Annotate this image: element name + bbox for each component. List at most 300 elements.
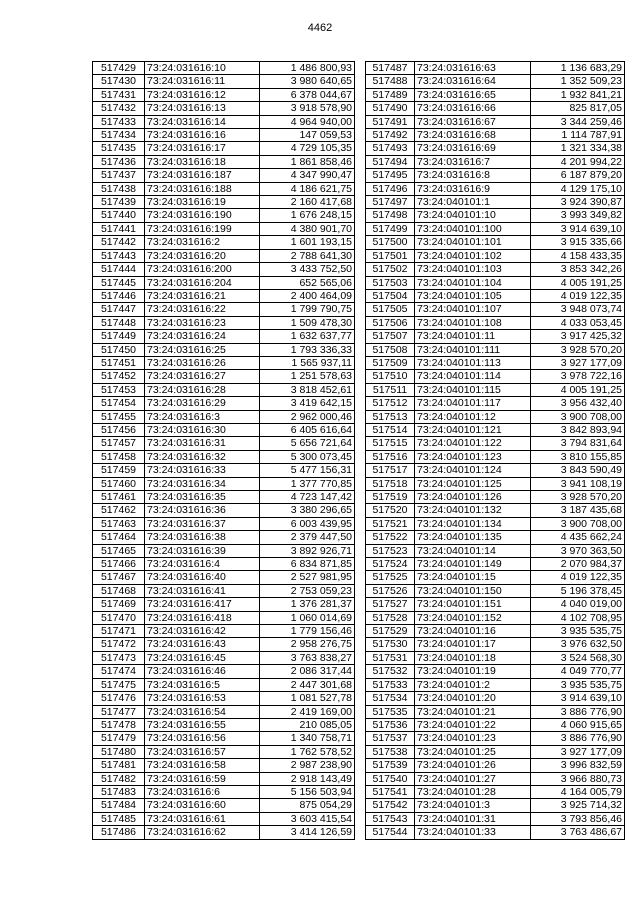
table-row <box>366 330 625 343</box>
row-number-cell: 517494 <box>366 155 415 168</box>
cadastral-number-cell: 73:24:031616:187 <box>145 169 260 182</box>
table-row <box>93 611 355 624</box>
row-number-cell: 517456 <box>93 423 145 436</box>
row-number-cell: 517458 <box>93 450 145 463</box>
value-cell: 3 956 432,40 <box>531 397 625 410</box>
value-cell: 3 433 752,50 <box>260 263 355 276</box>
cadastral-number-cell: 73:24:031616:8 <box>415 169 531 182</box>
cadastral-number-cell: 73:24:031616:418 <box>145 611 260 624</box>
cadastral-number-cell: 73:24:031616:20 <box>145 249 260 262</box>
value-cell: 875 054,29 <box>260 799 355 812</box>
cadastral-number-cell: 73:24:031616:67 <box>415 115 531 128</box>
value-cell: 3 966 880,73 <box>531 772 625 785</box>
row-number-cell: 517484 <box>93 799 145 812</box>
row-number-cell: 517512 <box>366 397 415 410</box>
cadastral-number-cell: 73:24:031616:18 <box>145 155 260 168</box>
table-row <box>366 236 625 249</box>
row-number-cell: 517439 <box>93 196 145 209</box>
cadastral-number-cell: 73:24:031616:14 <box>145 115 260 128</box>
row-number-cell: 517501 <box>366 249 415 262</box>
value-cell: 3 996 832,59 <box>531 759 625 772</box>
row-number-cell: 517450 <box>93 343 145 356</box>
value-cell: 4 347 990,47 <box>260 169 355 182</box>
value-cell: 4 964 940,00 <box>260 115 355 128</box>
cadastral-number-cell: 73:24:031616:23 <box>145 316 260 329</box>
table-row <box>93 276 355 289</box>
cadastral-number-cell: 73:24:040101:122 <box>415 437 531 450</box>
cadastral-number-cell: 73:24:040101:12 <box>415 410 531 423</box>
table-row <box>93 678 355 691</box>
value-cell: 2 958 276,75 <box>260 638 355 651</box>
table-row <box>366 611 625 624</box>
row-number-cell: 517492 <box>366 129 415 142</box>
cadastral-number-cell: 73:24:040101:33 <box>415 826 531 839</box>
row-number-cell: 517469 <box>93 598 145 611</box>
cadastral-number-cell: 73:24:031616:57 <box>145 745 260 758</box>
row-number-cell: 517477 <box>93 705 145 718</box>
row-number-cell: 517490 <box>366 102 415 115</box>
row-number-cell: 517481 <box>93 759 145 772</box>
table-row <box>366 625 625 638</box>
table-row <box>366 155 625 168</box>
value-cell: 3 935 535,75 <box>531 625 625 638</box>
cadastral-number-cell: 73:24:031616:12 <box>145 88 260 101</box>
value-cell: 3 763 838,27 <box>260 651 355 664</box>
value-cell: 3 914 639,10 <box>531 692 625 705</box>
row-number-cell: 517486 <box>93 826 145 839</box>
table-row <box>366 169 625 182</box>
row-number-cell: 517497 <box>366 196 415 209</box>
row-number-cell: 517531 <box>366 651 415 664</box>
value-cell: 3 925 714,32 <box>531 799 625 812</box>
value-cell: 1 377 770,85 <box>260 477 355 490</box>
row-number-cell: 517463 <box>93 517 145 530</box>
row-number-cell: 517464 <box>93 531 145 544</box>
table-row <box>93 222 355 235</box>
table-row <box>366 423 625 436</box>
row-number-cell: 517457 <box>93 437 145 450</box>
table-row <box>93 169 355 182</box>
row-number-cell: 517432 <box>93 102 145 115</box>
value-cell: 1 793 336,33 <box>260 343 355 356</box>
row-number-cell: 517478 <box>93 718 145 731</box>
value-cell: 3 927 177,09 <box>531 356 625 369</box>
table-row <box>93 410 355 423</box>
value-cell: 2 070 984,37 <box>531 558 625 571</box>
value-cell: 2 086 317,44 <box>260 665 355 678</box>
table-row <box>93 732 355 745</box>
table-row <box>93 491 355 504</box>
row-number-cell: 517526 <box>366 584 415 597</box>
table-row <box>366 718 625 731</box>
table-row <box>366 410 625 423</box>
table-row <box>366 142 625 155</box>
cadastral-number-cell: 73:24:031616:417 <box>145 598 260 611</box>
table-row <box>93 705 355 718</box>
table-row <box>93 423 355 436</box>
value-cell: 3 970 363,50 <box>531 544 625 557</box>
cadastral-number-cell: 73:24:040101:28 <box>415 785 531 798</box>
cadastral-number-cell: 73:24:040101:111 <box>415 343 531 356</box>
row-number-cell: 517482 <box>93 772 145 785</box>
row-number-cell: 517452 <box>93 370 145 383</box>
cadastral-number-cell: 73:24:040101:151 <box>415 598 531 611</box>
table-row <box>93 370 355 383</box>
cadastral-number-cell: 73:24:031616:7 <box>415 155 531 168</box>
value-cell: 5 156 503,94 <box>260 785 355 798</box>
cadastral-number-cell: 73:24:040101:10 <box>415 209 531 222</box>
row-number-cell: 517449 <box>93 330 145 343</box>
table-row <box>366 745 625 758</box>
row-number-cell: 517496 <box>366 182 415 195</box>
cadastral-number-cell: 73:24:040101:132 <box>415 504 531 517</box>
cadastral-number-cell: 73:24:031616:38 <box>145 531 260 544</box>
value-cell: 3 935 535,75 <box>531 678 625 691</box>
table-row <box>366 75 625 88</box>
row-number-cell: 517489 <box>366 88 415 101</box>
table-row <box>366 785 625 798</box>
cadastral-number-cell: 73:24:031616:17 <box>145 142 260 155</box>
cadastral-number-cell: 73:24:040101:152 <box>415 611 531 624</box>
table-row <box>366 544 625 557</box>
row-number-cell: 517540 <box>366 772 415 785</box>
row-number-cell: 517467 <box>93 571 145 584</box>
value-cell: 1 799 790,75 <box>260 303 355 316</box>
row-number-cell: 517520 <box>366 504 415 517</box>
cadastral-number-cell: 73:24:040101:121 <box>415 423 531 436</box>
value-cell: 1 081 527,78 <box>260 692 355 705</box>
cadastral-number-cell: 73:24:031616:39 <box>145 544 260 557</box>
value-cell: 5 656 721,64 <box>260 437 355 450</box>
row-number-cell: 517509 <box>366 356 415 369</box>
value-cell: 1 352 509,23 <box>531 75 625 88</box>
row-number-cell: 517511 <box>366 383 415 396</box>
cadastral-number-cell: 73:24:040101:1 <box>415 196 531 209</box>
row-number-cell: 517433 <box>93 115 145 128</box>
table-row <box>366 303 625 316</box>
row-number-cell: 517430 <box>93 75 145 88</box>
cadastral-number-cell: 73:24:031616:37 <box>145 517 260 530</box>
value-cell: 1 114 787,91 <box>531 129 625 142</box>
cadastral-number-cell: 73:24:031616:36 <box>145 504 260 517</box>
row-number-cell: 517504 <box>366 289 415 302</box>
row-number-cell: 517476 <box>93 692 145 705</box>
value-cell: 6 834 871,85 <box>260 558 355 571</box>
row-number-cell: 517475 <box>93 678 145 691</box>
table-row <box>366 88 625 101</box>
table-row <box>93 88 355 101</box>
table-row <box>93 303 355 316</box>
row-number-cell: 517510 <box>366 370 415 383</box>
value-cell: 2 987 238,90 <box>260 759 355 772</box>
value-cell: 6 405 616,64 <box>260 423 355 436</box>
value-cell: 3 892 926,71 <box>260 544 355 557</box>
cadastral-number-cell: 73:24:040101:23 <box>415 732 531 745</box>
cadastral-number-cell: 73:24:031616:68 <box>415 129 531 142</box>
table-row <box>93 209 355 222</box>
value-cell: 2 400 464,09 <box>260 289 355 302</box>
table-row <box>93 236 355 249</box>
cadastral-number-cell: 73:24:040101:108 <box>415 316 531 329</box>
value-cell: 6 187 879,20 <box>531 169 625 182</box>
value-cell: 1 861 858,46 <box>260 155 355 168</box>
cadastral-number-cell: 73:24:031616:32 <box>145 450 260 463</box>
table-row <box>366 584 625 597</box>
table-row <box>93 745 355 758</box>
cadastral-number-cell: 73:24:040101:19 <box>415 665 531 678</box>
value-cell: 3 927 177,09 <box>531 745 625 758</box>
table-row <box>93 826 355 839</box>
table-row <box>93 517 355 530</box>
cadastral-number-cell: 73:24:031616:6 <box>145 785 260 798</box>
row-number-cell: 517543 <box>366 812 415 825</box>
cadastral-number-cell: 73:24:031616:2 <box>145 236 260 249</box>
value-cell: 3 414 126,59 <box>260 826 355 839</box>
value-cell: 6 378 044,67 <box>260 88 355 101</box>
cadastral-number-cell: 73:24:040101:114 <box>415 370 531 383</box>
table-row <box>366 571 625 584</box>
value-cell: 3 978 722,16 <box>531 370 625 383</box>
row-number-cell: 517466 <box>93 558 145 571</box>
cadastral-number-cell: 73:24:040101:18 <box>415 651 531 664</box>
cadastral-number-cell: 73:24:040101:2 <box>415 678 531 691</box>
table-body-left <box>93 62 355 840</box>
table-row <box>366 491 625 504</box>
table-row <box>93 477 355 490</box>
cadastral-number-cell: 73:24:031616:11 <box>145 75 260 88</box>
row-number-cell: 517479 <box>93 732 145 745</box>
cadastral-number-cell: 73:24:031616:41 <box>145 584 260 597</box>
value-cell: 3 948 073,74 <box>531 303 625 316</box>
cadastral-number-cell: 73:24:040101:124 <box>415 464 531 477</box>
row-number-cell: 517485 <box>93 812 145 825</box>
value-cell: 210 085,05 <box>260 718 355 731</box>
cadastral-number-cell: 73:24:031616:54 <box>145 705 260 718</box>
value-cell: 5 196 378,45 <box>531 584 625 597</box>
table-body-right <box>366 62 625 840</box>
cadastral-number-cell: 73:24:031616:200 <box>145 263 260 276</box>
cadastral-number-cell: 73:24:040101:117 <box>415 397 531 410</box>
value-cell: 825 817,05 <box>531 102 625 115</box>
table-row <box>366 812 625 825</box>
table-row <box>93 383 355 396</box>
table-row <box>366 598 625 611</box>
value-cell: 2 379 447,50 <box>260 531 355 544</box>
cadastral-number-cell: 73:24:031616:43 <box>145 638 260 651</box>
cadastral-number-cell: 73:24:031616:45 <box>145 651 260 664</box>
table-row <box>366 826 625 839</box>
cadastral-number-cell: 73:24:031616:3 <box>145 410 260 423</box>
cadastral-number-cell: 73:24:031616:62 <box>145 826 260 839</box>
table-row <box>93 785 355 798</box>
table-row <box>366 665 625 678</box>
value-cell: 1 340 758,71 <box>260 732 355 745</box>
row-number-cell: 517499 <box>366 222 415 235</box>
cadastral-table-right <box>365 61 625 840</box>
cadastral-number-cell: 73:24:040101:149 <box>415 558 531 571</box>
cadastral-number-cell: 73:24:031616:53 <box>145 692 260 705</box>
row-number-cell: 517539 <box>366 759 415 772</box>
table-row <box>93 638 355 651</box>
cadastral-number-cell: 73:24:031616:64 <box>415 75 531 88</box>
value-cell: 3 380 296,65 <box>260 504 355 517</box>
cadastral-number-cell: 73:24:040101:126 <box>415 491 531 504</box>
value-cell: 3 818 452,61 <box>260 383 355 396</box>
table-row <box>366 504 625 517</box>
row-number-cell: 517465 <box>93 544 145 557</box>
cadastral-number-cell: 73:24:040101:31 <box>415 812 531 825</box>
cadastral-number-cell: 73:24:031616:69 <box>415 142 531 155</box>
row-number-cell: 517513 <box>366 410 415 423</box>
value-cell: 4 033 053,45 <box>531 316 625 329</box>
row-number-cell: 517474 <box>93 665 145 678</box>
table-row <box>93 343 355 356</box>
row-number-cell: 517532 <box>366 665 415 678</box>
value-cell: 3 980 640,65 <box>260 75 355 88</box>
table-row <box>93 598 355 611</box>
cadastral-number-cell: 73:24:031616:65 <box>415 88 531 101</box>
value-cell: 1 932 841,21 <box>531 88 625 101</box>
row-number-cell: 517534 <box>366 692 415 705</box>
value-cell: 3 914 639,10 <box>531 222 625 235</box>
table-row <box>93 115 355 128</box>
row-number-cell: 517493 <box>366 142 415 155</box>
row-number-cell: 517473 <box>93 651 145 664</box>
cadastral-number-cell: 73:24:040101:15 <box>415 571 531 584</box>
row-number-cell: 517528 <box>366 611 415 624</box>
cadastral-number-cell: 73:24:031616:59 <box>145 772 260 785</box>
table-row <box>366 129 625 142</box>
table-row <box>93 316 355 329</box>
value-cell: 1 509 478,30 <box>260 316 355 329</box>
value-cell: 6 003 439,95 <box>260 517 355 530</box>
cadastral-number-cell: 73:24:031616:199 <box>145 222 260 235</box>
row-number-cell: 517521 <box>366 517 415 530</box>
value-cell: 1 251 578,63 <box>260 370 355 383</box>
row-number-cell: 517495 <box>366 169 415 182</box>
cadastral-number-cell: 73:24:031616:31 <box>145 437 260 450</box>
value-cell: 4 060 915,65 <box>531 718 625 731</box>
cadastral-number-cell: 73:24:031616:61 <box>145 812 260 825</box>
row-number-cell: 517503 <box>366 276 415 289</box>
value-cell: 3 917 425,32 <box>531 330 625 343</box>
table-row <box>93 155 355 168</box>
table-row <box>93 263 355 276</box>
row-number-cell: 517454 <box>93 397 145 410</box>
cadastral-number-cell: 73:24:040101:17 <box>415 638 531 651</box>
cadastral-number-cell: 73:24:031616:55 <box>145 718 260 731</box>
value-cell: 4 729 105,35 <box>260 142 355 155</box>
row-number-cell: 517471 <box>93 625 145 638</box>
value-cell: 3 843 590,49 <box>531 464 625 477</box>
row-number-cell: 517435 <box>93 142 145 155</box>
value-cell: 1 376 281,37 <box>260 598 355 611</box>
table-row <box>366 799 625 812</box>
row-number-cell: 517523 <box>366 544 415 557</box>
value-cell: 3 853 342,26 <box>531 263 625 276</box>
table-row <box>93 544 355 557</box>
row-number-cell: 517431 <box>93 88 145 101</box>
row-number-cell: 517538 <box>366 745 415 758</box>
table-row <box>93 665 355 678</box>
cadastral-number-cell: 73:24:040101:16 <box>415 625 531 638</box>
row-number-cell: 517442 <box>93 236 145 249</box>
cadastral-number-cell: 73:24:031616:4 <box>145 558 260 571</box>
value-cell: 3 344 259,46 <box>531 115 625 128</box>
value-cell: 1 762 578,52 <box>260 745 355 758</box>
value-cell: 4 019 122,35 <box>531 289 625 302</box>
cadastral-number-cell: 73:24:031616:63 <box>415 62 531 75</box>
value-cell: 1 565 937,11 <box>260 356 355 369</box>
row-number-cell: 517519 <box>366 491 415 504</box>
table-row <box>93 356 355 369</box>
row-number-cell: 517448 <box>93 316 145 329</box>
value-cell: 4 158 433,35 <box>531 249 625 262</box>
value-cell: 3 810 155,85 <box>531 450 625 463</box>
cadastral-number-cell: 73:24:031616:13 <box>145 102 260 115</box>
value-cell: 3 419 642,15 <box>260 397 355 410</box>
cadastral-number-cell: 73:24:040101:135 <box>415 531 531 544</box>
row-number-cell: 517530 <box>366 638 415 651</box>
table-row <box>366 464 625 477</box>
cadastral-number-cell: 73:24:031616:16 <box>145 129 260 142</box>
row-number-cell: 517459 <box>93 464 145 477</box>
cadastral-number-cell: 73:24:040101:14 <box>415 544 531 557</box>
table-row <box>93 584 355 597</box>
row-number-cell: 517529 <box>366 625 415 638</box>
row-number-cell: 517446 <box>93 289 145 302</box>
table-row <box>93 799 355 812</box>
cadastral-number-cell: 73:24:040101:20 <box>415 692 531 705</box>
cadastral-number-cell: 73:24:031616:22 <box>145 303 260 316</box>
table-row <box>366 196 625 209</box>
cadastral-number-cell: 73:24:031616:58 <box>145 759 260 772</box>
row-number-cell: 517455 <box>93 410 145 423</box>
cadastral-number-cell: 73:24:031616:35 <box>145 491 260 504</box>
page-number: 4462 <box>307 22 333 34</box>
value-cell: 1 601 193,15 <box>260 236 355 249</box>
value-cell: 2 962 000,46 <box>260 410 355 423</box>
table-row <box>93 397 355 410</box>
value-cell: 4 005 191,25 <box>531 383 625 396</box>
value-cell: 3 900 708,00 <box>531 517 625 530</box>
table-row <box>366 558 625 571</box>
cadastral-number-cell: 73:24:040101:27 <box>415 772 531 785</box>
row-number-cell: 517505 <box>366 303 415 316</box>
value-cell: 3 928 570,20 <box>531 343 625 356</box>
value-cell: 3 763 486,67 <box>531 826 625 839</box>
cadastral-number-cell: 73:24:031616:27 <box>145 370 260 383</box>
row-number-cell: 517461 <box>93 491 145 504</box>
table-row <box>93 437 355 450</box>
row-number-cell: 517468 <box>93 584 145 597</box>
row-number-cell: 517483 <box>93 785 145 798</box>
table-row <box>93 651 355 664</box>
cadastral-number-cell: 73:24:040101:113 <box>415 356 531 369</box>
value-cell: 2 527 981,95 <box>260 571 355 584</box>
cadastral-number-cell: 73:24:040101:103 <box>415 263 531 276</box>
row-number-cell: 517527 <box>366 598 415 611</box>
cadastral-number-cell: 73:24:040101:3 <box>415 799 531 812</box>
cadastral-number-cell: 73:24:031616:24 <box>145 330 260 343</box>
table-row <box>93 718 355 731</box>
row-number-cell: 517514 <box>366 423 415 436</box>
table-row <box>93 249 355 262</box>
cadastral-number-cell: 73:24:031616:19 <box>145 196 260 209</box>
row-number-cell: 517480 <box>93 745 145 758</box>
cadastral-number-cell: 73:24:031616:5 <box>145 678 260 691</box>
value-cell: 5 477 156,31 <box>260 464 355 477</box>
